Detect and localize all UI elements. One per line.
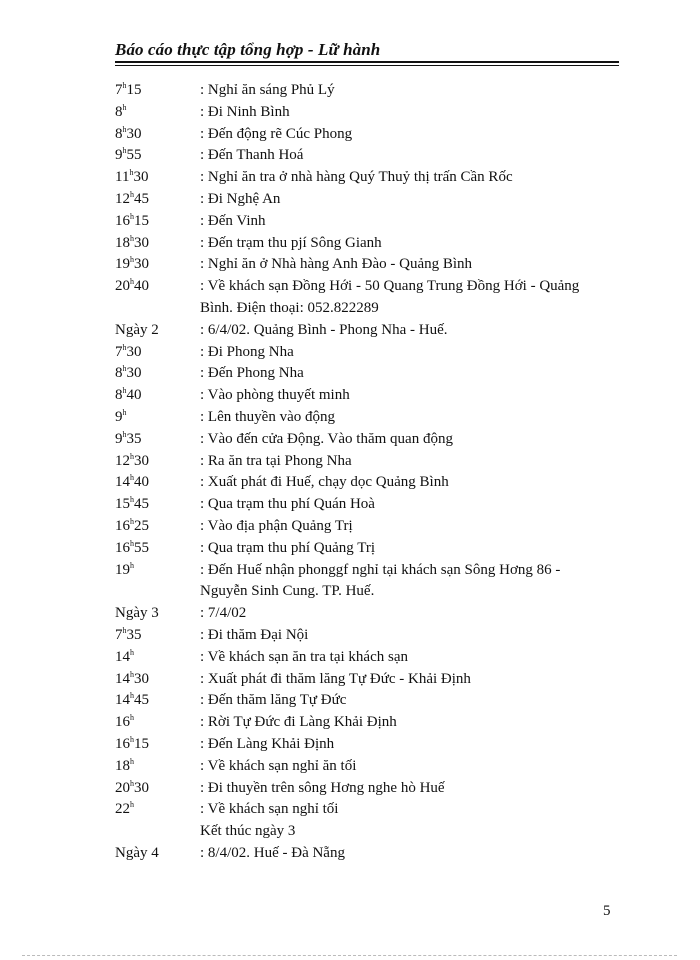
time-minutes: 55 xyxy=(134,539,149,556)
time-minutes: 45 xyxy=(134,496,149,513)
schedule-text: : Về khách sạn ăn tra tại khách sạn xyxy=(200,648,408,665)
time-hour-marker: h xyxy=(130,277,134,287)
schedule-text: Nguyễn Sinh Cung. TP. Huế. xyxy=(200,583,375,600)
time-hour: 14 xyxy=(115,474,130,491)
header-rule-thin xyxy=(115,65,619,66)
time-hour: 20 xyxy=(115,779,130,796)
time-minutes: 15 xyxy=(126,82,142,98)
schedule-time xyxy=(115,560,200,582)
schedule-time xyxy=(115,407,200,429)
schedule-time xyxy=(115,778,200,800)
time-hour: 8 xyxy=(115,387,123,404)
time-hour: 7 xyxy=(115,626,123,643)
itinerary-schedule xyxy=(115,80,625,865)
time-hour: 16 xyxy=(115,735,130,752)
schedule-text: : Lên thuyền vào động xyxy=(200,408,335,425)
time-minutes: 30 xyxy=(134,234,149,251)
schedule-time xyxy=(115,690,200,712)
time-hour-marker: h xyxy=(130,647,134,657)
time-hour: 12 xyxy=(115,190,130,207)
schedule-time xyxy=(115,472,200,494)
time-hour-marker: h xyxy=(130,669,134,679)
schedule-time xyxy=(115,821,200,843)
time-hour: 14 xyxy=(115,692,130,709)
time-hour: 19 xyxy=(115,256,130,273)
schedule-text: : 7/4/02 xyxy=(200,605,247,622)
schedule-time xyxy=(115,320,200,342)
schedule-entry xyxy=(115,233,625,255)
page-number: 5 xyxy=(603,903,611,919)
schedule-text: : Đi thăm Đại Nội xyxy=(200,626,309,643)
time-hour: 14 xyxy=(115,670,130,687)
time-minutes: 40 xyxy=(134,474,149,491)
time-hour: 18 xyxy=(115,234,130,251)
schedule-entry xyxy=(115,821,625,843)
schedule-entry xyxy=(115,690,625,712)
time-hour: 12 xyxy=(115,452,130,469)
time-hour-marker: h xyxy=(122,364,127,374)
schedule-time xyxy=(115,669,200,691)
schedule-text: Bình. Điện thoại: 052.822289 xyxy=(200,299,379,316)
schedule-entry xyxy=(115,145,625,167)
time-hour-marker: h xyxy=(130,211,134,221)
schedule-time xyxy=(115,647,200,669)
schedule-time xyxy=(115,494,200,516)
time-hour-marker: h xyxy=(130,538,134,548)
schedule-time xyxy=(115,799,200,821)
schedule-time xyxy=(115,429,200,451)
time-hour-marker: h xyxy=(122,625,127,635)
schedule-entry xyxy=(115,538,625,560)
schedule-time xyxy=(115,385,200,407)
schedule-entry xyxy=(115,102,625,124)
schedule-entry xyxy=(115,516,625,538)
time-hour: 9 xyxy=(115,408,123,425)
schedule-entry xyxy=(115,712,625,734)
time-hour: 9 xyxy=(115,147,123,164)
schedule-entry xyxy=(115,254,625,276)
schedule-text: : 6/4/02. Quảng Bình - Phong Nha - Huế. xyxy=(200,321,448,338)
time-hour: 8 xyxy=(115,103,123,120)
schedule-time xyxy=(115,298,200,320)
time-hour-marker: h xyxy=(130,473,134,483)
schedule-time xyxy=(115,124,200,146)
schedule-entry xyxy=(115,799,625,821)
time-minutes: 30 xyxy=(134,779,149,796)
schedule-time xyxy=(115,516,200,538)
schedule-entry xyxy=(115,560,625,582)
schedule-time xyxy=(115,625,200,647)
schedule-entry xyxy=(115,581,625,603)
time-hour-marker: h xyxy=(122,386,127,396)
schedule-text: : Về khách sạn nghỉ ăn tối xyxy=(200,757,357,774)
schedule-entry xyxy=(115,124,625,146)
time-minutes: 30 xyxy=(126,343,142,360)
time-minutes: 55 xyxy=(126,147,142,164)
schedule-entry xyxy=(115,669,625,691)
time-minutes: 15 xyxy=(134,735,149,752)
time-hour: Ngày 4 xyxy=(115,844,159,861)
schedule-text: : Vào đến cửa Động. Vào thăm quan động xyxy=(200,430,453,447)
schedule-text: : Nghỉ ăn ở Nhà hàng Anh Đào - Quảng Bình xyxy=(200,256,473,273)
schedule-entry xyxy=(115,342,625,364)
schedule-entry xyxy=(115,429,625,451)
time-hour-marker: h xyxy=(122,342,127,352)
schedule-entry xyxy=(115,756,625,778)
schedule-entry xyxy=(115,276,625,298)
schedule-entry xyxy=(115,472,625,494)
schedule-entry xyxy=(115,647,625,669)
schedule-time xyxy=(115,145,200,167)
schedule-text: : Đến Vinh xyxy=(200,212,266,229)
time-hour: 8 xyxy=(115,365,123,382)
time-hour-marker: h xyxy=(122,146,127,156)
schedule-entry xyxy=(115,734,625,756)
schedule-text: : Đến Huế nhận phonggf nghỉ tại khách sạn Sông Hơng 86 - xyxy=(200,561,561,578)
schedule-entry xyxy=(115,363,625,385)
time-hour-marker: h xyxy=(122,124,127,134)
time-hour: 16 xyxy=(115,539,130,556)
schedule-entry xyxy=(115,843,625,865)
schedule-text: : Ra ăn tra tại Phong Nha xyxy=(200,452,352,469)
schedule-time xyxy=(115,538,200,560)
time-hour-marker: h xyxy=(130,800,134,810)
time-hour-marker: h xyxy=(122,407,127,417)
schedule-text: : Đi Phong Nha xyxy=(200,343,294,360)
schedule-text: : Về khách sạn Đồng Hới - 50 Quang Trung Đồng Hới - Quảng xyxy=(200,278,580,295)
schedule-entry xyxy=(115,189,625,211)
schedule-text: : Đến trạm thu pjí Sông Gianh xyxy=(200,234,382,251)
schedule-text: : Đến động rẽ Cúc Phong xyxy=(200,125,353,142)
header-rule-thick xyxy=(115,61,619,63)
schedule-entry xyxy=(115,778,625,800)
schedule-time xyxy=(115,233,200,255)
schedule-time xyxy=(115,211,200,233)
time-hour: 18 xyxy=(115,757,130,774)
schedule-text: : Xuất phát đi Huế, chạy dọc Quảng Bình xyxy=(200,474,449,491)
schedule-entry xyxy=(115,451,625,473)
schedule-entry xyxy=(115,211,625,233)
schedule-time xyxy=(115,102,200,124)
page-header xyxy=(115,40,619,60)
time-hour: 7 xyxy=(115,82,123,98)
time-hour: 22 xyxy=(115,801,130,818)
schedule-time xyxy=(115,363,200,385)
time-minutes: 35 xyxy=(126,626,142,643)
schedule-text: : Đi thuyền trên sông Hơng nghe hò Huế xyxy=(200,779,445,796)
schedule-time xyxy=(115,756,200,778)
schedule-text: : Vào phòng thuyết minh xyxy=(200,387,350,404)
schedule-entry xyxy=(115,603,625,625)
schedule-time xyxy=(115,80,200,102)
time-minutes: 40 xyxy=(134,278,149,295)
time-hour-marker: h xyxy=(130,734,134,744)
schedule-text: : Nghỉ ăn tra ở nhà hàng Quý Thuỷ thị trấn Cần Rốc xyxy=(200,169,513,186)
time-hour-marker: h xyxy=(130,495,134,505)
schedule-text: : Đến Thanh Hoá xyxy=(200,147,304,164)
time-hour: 16 xyxy=(115,714,130,731)
time-minutes: 30 xyxy=(126,125,142,142)
schedule-time xyxy=(115,189,200,211)
time-minutes: 25 xyxy=(134,517,149,534)
time-hour: 9 xyxy=(115,430,123,447)
schedule-text: : Rời Tự Đức đi Làng Khải Định xyxy=(200,714,397,731)
schedule-entry xyxy=(115,80,625,102)
schedule-entry xyxy=(115,298,625,320)
schedule-time xyxy=(115,712,200,734)
time-hour: Ngày 2 xyxy=(115,321,159,338)
schedule-text: : 8/4/02. Huế - Đà Nẵng xyxy=(200,844,345,861)
time-minutes: 45 xyxy=(134,190,149,207)
schedule-text: : Xuất phát đi thăm lăng Tự Đức - Khải Định xyxy=(200,670,471,687)
time-hour-marker: h xyxy=(129,168,134,178)
schedule-text: : Nghỉ ăn sáng Phủ Lý xyxy=(200,82,335,98)
time-hour-marker: h xyxy=(130,451,134,461)
time-hour-marker: h xyxy=(130,189,134,199)
time-hour-marker: h xyxy=(130,255,134,265)
time-hour-marker: h xyxy=(130,713,134,723)
time-hour-marker: h xyxy=(130,756,134,766)
time-hour-marker: h xyxy=(122,429,127,439)
schedule-entry xyxy=(115,625,625,647)
schedule-entry xyxy=(115,385,625,407)
time-hour-marker: h xyxy=(130,233,134,243)
schedule-entry xyxy=(115,320,625,342)
time-hour-marker: h xyxy=(130,516,134,526)
time-hour: 11 xyxy=(115,169,130,186)
schedule-entry xyxy=(115,407,625,429)
schedule-text: : Đến Làng Khải Định xyxy=(200,735,335,752)
header-title: Báo cáo thực tập tổng hợp - Lữ hành xyxy=(115,40,381,59)
schedule-text: : Đến thăm lăng Tự Đức xyxy=(200,692,347,709)
bottom-dashed-rule xyxy=(22,955,677,956)
time-minutes: 30 xyxy=(134,670,149,687)
schedule-text: : Đi Nghệ An xyxy=(200,190,281,207)
time-minutes: 45 xyxy=(134,692,149,709)
schedule-time xyxy=(115,342,200,364)
time-minutes: 15 xyxy=(134,212,149,229)
time-hour: 16 xyxy=(115,517,130,534)
schedule-text: : Qua trạm thu phí Quán Hoà xyxy=(200,496,375,513)
time-minutes: 30 xyxy=(133,169,149,186)
schedule-text: Kết thúc ngày 3 xyxy=(200,823,296,840)
schedule-text: : Vào địa phận Quảng Trị xyxy=(200,517,353,534)
schedule-time xyxy=(115,451,200,473)
time-hour-marker: h xyxy=(130,560,134,570)
time-minutes: 40 xyxy=(126,387,142,404)
schedule-entry xyxy=(115,167,625,189)
schedule-time xyxy=(115,603,200,625)
schedule-text: : Đến Phong Nha xyxy=(200,365,304,382)
schedule-time xyxy=(115,581,200,603)
time-hour: Ngày 3 xyxy=(115,605,159,622)
schedule-text: : Đi Ninh Bình xyxy=(200,103,290,120)
time-hour-marker: h xyxy=(122,81,127,90)
time-hour: 16 xyxy=(115,212,130,229)
time-minutes: 30 xyxy=(126,365,142,382)
schedule-time xyxy=(115,843,200,865)
time-hour: 15 xyxy=(115,496,130,513)
time-hour-marker: h xyxy=(130,778,134,788)
schedule-text: : Qua trạm thu phí Quảng Trị xyxy=(200,539,375,556)
schedule-entry xyxy=(115,494,625,516)
time-hour: 20 xyxy=(115,278,130,295)
time-minutes: 30 xyxy=(134,452,149,469)
schedule-time xyxy=(115,254,200,276)
time-hour: 8 xyxy=(115,125,123,142)
time-hour: 7 xyxy=(115,343,123,360)
time-hour: 14 xyxy=(115,648,130,665)
time-hour-marker: h xyxy=(130,691,134,701)
schedule-text: : Về khách sạn nghỉ tối xyxy=(200,801,339,818)
schedule-time xyxy=(115,734,200,756)
time-hour: 19 xyxy=(115,561,130,578)
time-hour-marker: h xyxy=(122,102,127,112)
schedule-time xyxy=(115,167,200,189)
time-minutes: 30 xyxy=(134,256,149,273)
time-minutes: 35 xyxy=(126,430,142,447)
schedule-time xyxy=(115,276,200,298)
